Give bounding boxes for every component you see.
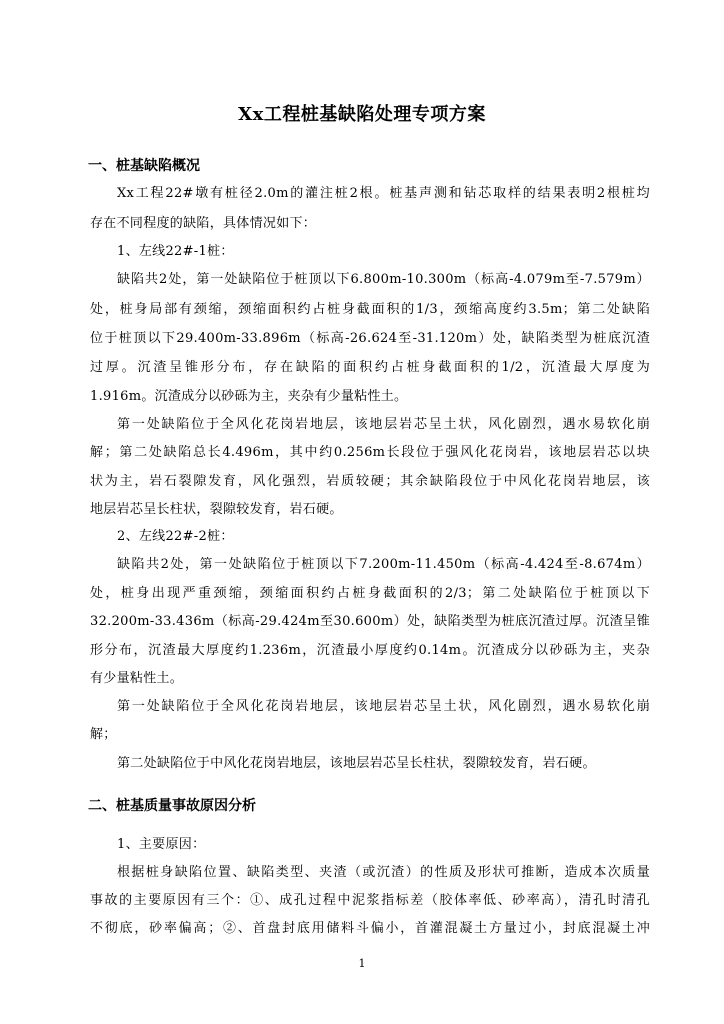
paragraph-line: 缺陷共2处，第一处缺陷位于桩顶以下6.800m-10.300m（标高-4.079m至-7.579m） xyxy=(117,272,650,287)
pile-label-1: 1、左线22#-1桩： xyxy=(117,244,234,259)
paragraph-line: 有少量粘性土。 xyxy=(90,671,184,686)
paragraph-line: 地层岩芯呈长柱状，裂隙较发育，岩石硬。 xyxy=(90,502,343,517)
paragraph-line: 根据桩身缺陷位置、缺陷类型、夹渣（或沉渣）的性质及形状可推断，造成本次质量 xyxy=(117,865,650,880)
section-heading-1: 一、桩基缺陷概况 xyxy=(88,158,200,174)
section-heading-2: 二、桩基质量事故原因分析 xyxy=(88,798,256,814)
paragraph-line: Xx工程22#墩有桩径2.0m的灌注桩2根。桩基声测和钻芯取样的结果表明2根桩均 xyxy=(117,186,650,201)
paragraph-line: 不彻底，砂率偏高；②、首盘封底用储料斗偏小，首灌混凝土方量过小，封底混凝土冲 xyxy=(90,921,650,936)
paragraph-line: 解；第二处缺陷总长4.496m，其中约0.256m长段位于强风化花岗岩，该地层岩芯以块 xyxy=(90,445,650,460)
paragraph-line: 位于桩顶以下29.400m-33.896m（标高-26.624至-31.120m）处，缺陷类型为桩底沉渣 xyxy=(90,331,650,346)
paragraph-line: 存在不同程度的缺陷，具体情况如下： xyxy=(90,216,317,231)
subheading: 1、主要原因： xyxy=(117,837,206,852)
pile-label-2: 2、左线22#-2桩： xyxy=(117,529,234,544)
paragraph-line: 第一处缺陷位于全风化花岗岩地层，该地层岩芯呈土状，风化剧烈，遇水易软化崩 xyxy=(117,417,650,432)
paragraph-line: 缺陷共2处，第一处缺陷位于桩顶以下7.200m-11.450m（标高-4.424至-8.674m） xyxy=(117,557,650,572)
paragraph-line: 事故的主要原因有三个：①、成孔过程中泥浆指标差（胶体率低、砂率高），清孔时清孔 xyxy=(90,893,650,908)
paragraph-line: 处，桩身出现严重颈缩，颈缩面积约占桩身截面积的2/3；第二处缺陷位于桩顶以下 xyxy=(90,586,650,601)
paragraph-line: 形分布，沉渣最大厚度约1.236m，沉渣最小厚度约0.14m。沉渣成分以砂砾为主，夹杂 xyxy=(90,643,650,658)
paragraph-line: 第二处缺陷位于中风化花岗岩地层，该地层岩芯呈长柱状，裂隙较发育，岩石硬。 xyxy=(117,756,596,771)
paragraph-line: 解； xyxy=(90,727,117,742)
paragraph-line: 第一处缺陷位于全风化花岗岩地层，该地层岩芯呈土状，风化剧烈，遇水易软化崩 xyxy=(117,699,650,714)
page-number: 1 xyxy=(358,957,366,970)
paragraph-line: 32.200m-33.436m（标高-29.424m至30.600m）处，缺陷类型为桩底沉渣过厚。沉渣呈锥 xyxy=(90,614,650,629)
paragraph-line: 处，桩身局部有颈缩，颈缩面积约占桩身截面积的1/3，颈缩高度约3.5m；第二处缺陷 xyxy=(90,302,650,317)
paragraph-line: 过厚。沉渣呈锥形分布，存在缺陷的面积约占桩身截面积的1/2，沉渣最大厚度为 xyxy=(90,360,650,375)
paragraph-line: 状为主，岩石裂隙发育，风化强烈，岩质较硬；其余缺陷段位于中风化花岗岩地层，该 xyxy=(90,474,650,489)
document-title: Xx工程桩基缺陷处理专项方案 xyxy=(238,104,486,125)
paragraph-line: 1.916m。沉渣成分以砂砾为主，夹杂有少量粘性土。 xyxy=(90,389,408,404)
